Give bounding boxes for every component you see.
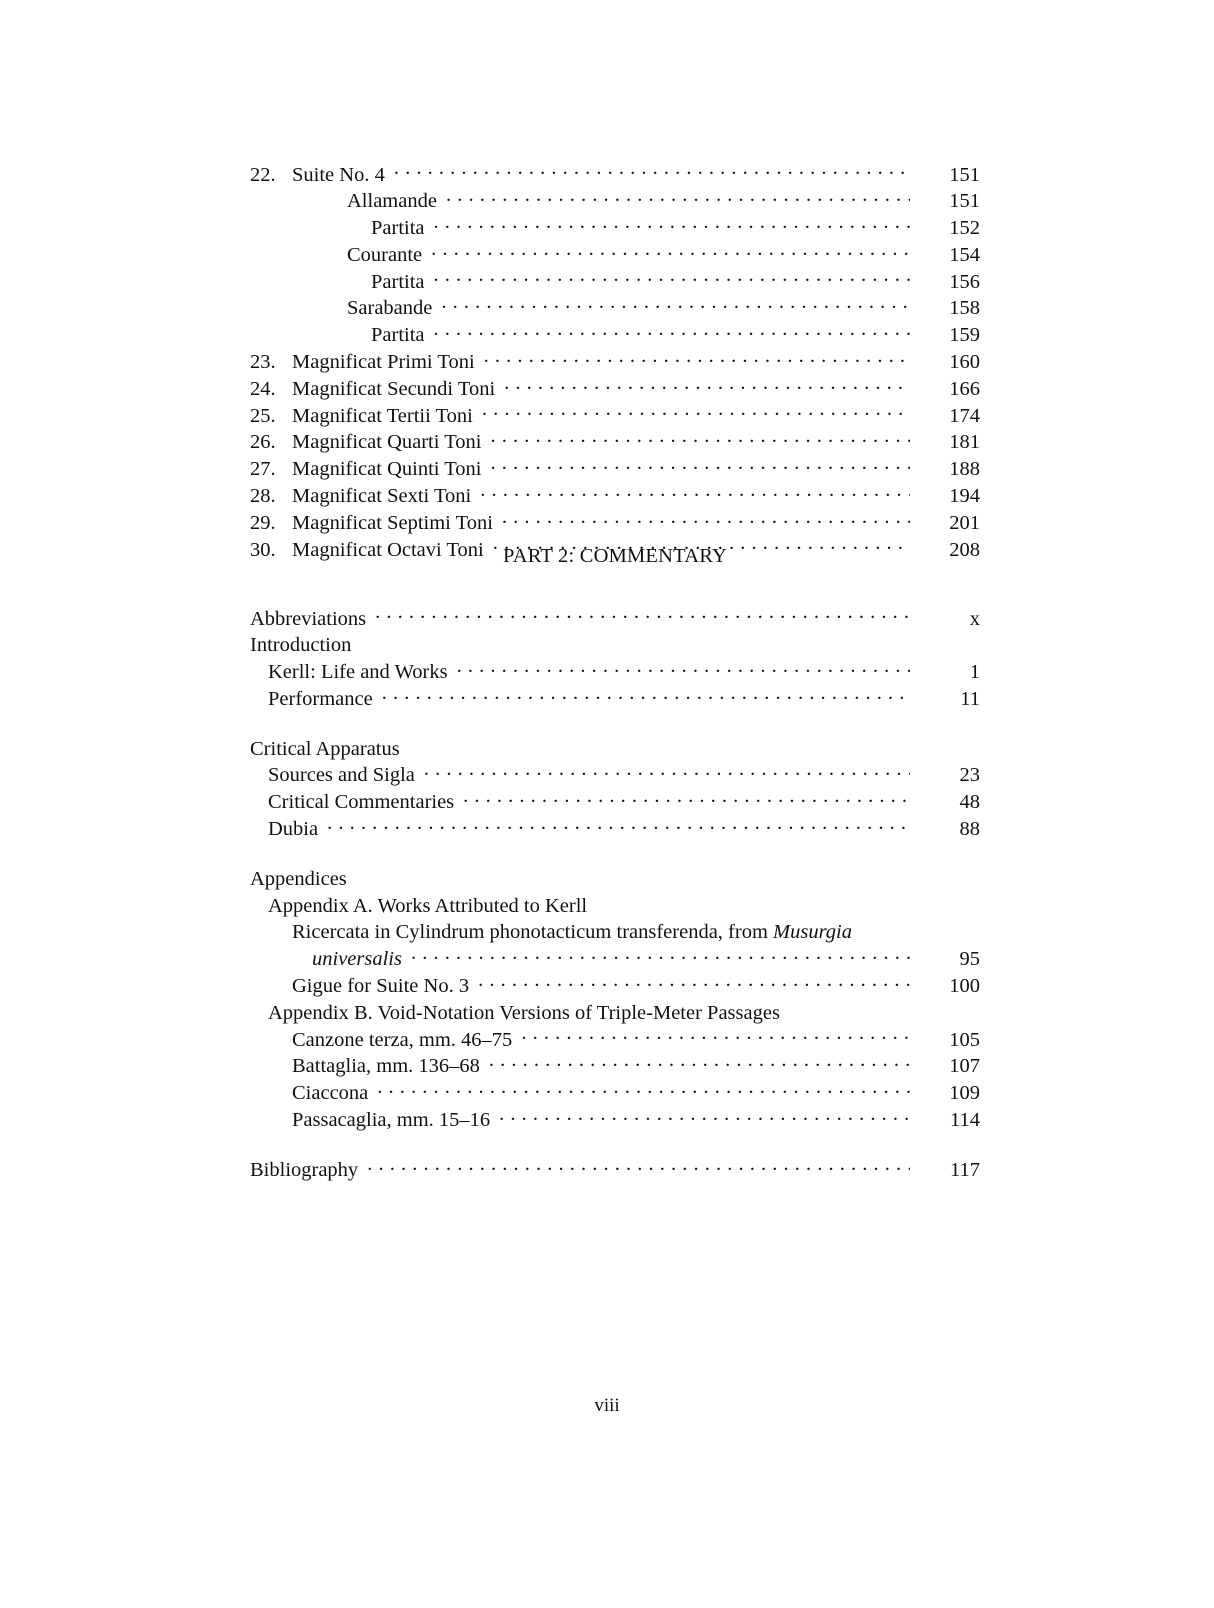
toc-entry-label: Courante	[347, 243, 423, 266]
toc-entry-page: 23	[959, 764, 980, 787]
dot-leader	[457, 658, 910, 679]
toc-entry-label: Critical Apparatus	[250, 737, 400, 760]
toc-entry-number: 25.	[250, 404, 276, 427]
toc-part1-list	[250, 160, 980, 562]
dot-leader	[409, 734, 910, 755]
dot-leader	[394, 160, 910, 181]
toc-entry-label: Partita	[371, 270, 425, 293]
toc-entry-page: 109	[949, 1082, 980, 1105]
toc-entry[interactable]	[250, 160, 980, 187]
toc-entry[interactable]	[250, 1106, 980, 1133]
toc-entry[interactable]	[250, 455, 980, 482]
toc-entry-label: Magnificat Primi Toni	[292, 351, 475, 374]
toc-entry-number: 28.	[250, 485, 276, 508]
toc-entry[interactable]	[250, 482, 980, 509]
dot-leader	[463, 788, 910, 809]
toc-entry-page: 156	[949, 270, 980, 293]
toc-entry-label: Magnificat Tertii Toni	[292, 404, 473, 427]
toc-entry[interactable]	[250, 374, 980, 401]
dot-leader	[431, 240, 910, 261]
toc-entry-page: 152	[949, 217, 980, 240]
toc-entry[interactable]	[250, 998, 980, 1025]
spacer	[250, 1132, 980, 1155]
toc-entry[interactable]	[250, 945, 980, 972]
dot-leader	[504, 374, 910, 395]
toc-entry-label: Magnificat Septimi Toni	[292, 511, 493, 534]
dot-leader	[424, 761, 910, 782]
toc-entry-label: Sarabande	[347, 297, 433, 320]
toc-entry[interactable]	[250, 267, 980, 294]
toc-entry-page: x	[969, 607, 980, 630]
toc-entry-page: 151	[949, 163, 980, 186]
toc-entry-number: 29.	[250, 511, 276, 534]
spacer	[250, 711, 980, 734]
toc-entry[interactable]	[250, 401, 980, 428]
toc-entry-page: 166	[949, 377, 980, 400]
dot-leader	[434, 214, 910, 235]
dot-leader	[382, 684, 910, 705]
dot-leader	[367, 1155, 910, 1176]
toc-entry[interactable]	[250, 761, 980, 788]
toc-entry-number: 26.	[250, 431, 276, 454]
toc-entry-label: Suite No. 4	[292, 163, 385, 186]
toc-entry[interactable]	[250, 294, 980, 321]
toc-entry-label: Allamande	[347, 190, 437, 213]
toc-entry-page: 151	[949, 190, 980, 213]
toc-entry-page: 159	[949, 324, 980, 347]
toc-entry-number: 24.	[250, 377, 276, 400]
toc-entry-label: Ciaccona	[292, 1082, 369, 1105]
dot-leader	[360, 631, 910, 652]
toc-entry-label: Magnificat Sexti Toni	[292, 485, 472, 508]
toc-entry[interactable]	[250, 187, 980, 214]
toc-entry-label: Gigue for Suite No. 3	[292, 975, 470, 998]
toc-entry-page: 201	[949, 511, 980, 534]
toc-entry-page: 1	[969, 661, 980, 684]
toc-entry-label: Appendices	[250, 867, 347, 890]
toc-entry[interactable]	[250, 240, 980, 267]
toc-entry[interactable]	[250, 864, 980, 891]
toc-entry-page: 114	[950, 1109, 980, 1132]
toc-entry-page: 48	[959, 791, 980, 814]
dot-leader	[434, 267, 910, 288]
toc-entry[interactable]	[250, 788, 980, 815]
toc-entry[interactable]	[250, 891, 980, 918]
toc-entry-page: 160	[949, 351, 980, 374]
toc-entry-label: Battaglia, mm. 136–68	[292, 1055, 480, 1078]
dot-leader	[789, 998, 910, 1019]
dot-leader	[491, 455, 911, 476]
toc-entry-page: 11	[960, 687, 980, 710]
toc-entry-number: 27.	[250, 458, 276, 481]
toc-entry-label: Partita	[371, 324, 425, 347]
toc-entry-label: Introduction	[250, 634, 352, 657]
toc-entry-label: Partita	[371, 217, 425, 240]
toc-entry[interactable]	[250, 658, 980, 685]
dot-leader	[480, 482, 910, 503]
toc-entry-label: Dubia	[268, 818, 319, 841]
toc-entry-label: Magnificat Octavi Toni	[292, 538, 484, 561]
toc-entry-label: Passacaglia, mm. 15–16	[292, 1109, 491, 1132]
toc-entry-label-italic: Musurgia	[773, 921, 852, 944]
toc-entry[interactable]	[250, 1052, 980, 1079]
dot-leader	[434, 321, 910, 342]
dot-leader	[478, 972, 910, 993]
toc-entry-page: 95	[959, 948, 980, 971]
toc-part2-block	[250, 545, 980, 1182]
toc-entry-page: 181	[949, 431, 980, 454]
toc-entry-page: 100	[949, 975, 980, 998]
toc-entry-number: 23.	[250, 351, 276, 374]
spacer	[250, 568, 980, 604]
dot-leader	[441, 294, 910, 315]
dot-leader	[375, 604, 910, 625]
toc-entry-page: 174	[949, 404, 980, 427]
dot-leader	[411, 945, 910, 966]
toc-entry-number: 30.	[250, 538, 276, 561]
dot-leader	[356, 864, 910, 885]
toc-entry-page: 188	[949, 458, 980, 481]
dot-leader	[377, 1079, 910, 1100]
toc-entry-label: Performance	[268, 687, 373, 710]
toc-entry[interactable]	[250, 972, 980, 999]
toc-entry-label: Magnificat Quarti Toni	[292, 431, 482, 454]
part2-heading: PART 2: COMMENTARY	[502, 545, 727, 567]
toc-entry[interactable]	[250, 918, 980, 945]
toc-entry[interactable]	[250, 734, 980, 761]
toc-entry-page: 154	[949, 243, 980, 266]
toc-entry[interactable]	[250, 321, 980, 348]
toc-entry[interactable]	[250, 1025, 980, 1052]
toc-entry-label: Ricercata in Cylindrum phonotacticum transferenda, from Musurgia	[292, 921, 852, 944]
dot-leader	[861, 918, 910, 939]
dot-leader	[499, 1106, 910, 1127]
toc-entry-number: 22.	[250, 163, 276, 186]
toc-entry-label: Critical Commentaries	[268, 791, 455, 814]
toc-part2-list	[250, 604, 980, 1182]
dot-leader	[484, 348, 910, 369]
toc-entry[interactable]	[250, 348, 980, 375]
dot-leader	[327, 815, 910, 836]
toc-entry-page: 117	[950, 1158, 980, 1181]
toc-entry-label: Bibliography	[250, 1158, 359, 1181]
toc-entry[interactable]	[250, 815, 980, 842]
toc-entry[interactable]	[250, 604, 980, 631]
toc-entry-label: Magnificat Quinti Toni	[292, 458, 482, 481]
toc-entry-page: 107	[949, 1055, 980, 1078]
dot-leader	[596, 891, 910, 912]
toc-entry-page: 158	[949, 297, 980, 320]
toc-entry[interactable]	[250, 1079, 980, 1106]
dot-leader	[482, 401, 910, 422]
dot-leader	[490, 428, 910, 449]
dot-leader	[521, 1025, 910, 1046]
dot-leader	[446, 187, 910, 208]
toc-entry-label: Canzone terza, mm. 46–75	[292, 1028, 513, 1051]
toc-entry[interactable]	[250, 508, 980, 535]
toc-entry-label: Kerll: Life and Works	[268, 661, 448, 684]
toc-entry-label: universalis	[312, 948, 402, 971]
toc-entry-label: Magnificat Secundi Toni	[292, 377, 496, 400]
spacer	[250, 841, 980, 864]
toc-entry-page: 208	[949, 538, 980, 561]
toc-entry-label: Appendix A. Works Attributed to Kerll	[268, 894, 588, 917]
toc-entry[interactable]	[250, 631, 980, 658]
toc-entry[interactable]	[250, 684, 980, 711]
toc-entry[interactable]	[250, 214, 980, 241]
toc-entry-page: 194	[949, 485, 980, 508]
toc-entry[interactable]	[250, 1155, 980, 1182]
page-folio: viii	[594, 1395, 620, 1416]
toc-entry-label: Appendix B. Void-Notation Versions of Triple-Meter Passages	[268, 1001, 780, 1024]
dot-leader	[489, 1052, 910, 1073]
toc-entry-page: 88	[959, 818, 980, 841]
toc-entry-label: Abbreviations	[250, 607, 367, 630]
toc-entry-page: 105	[949, 1028, 980, 1051]
dot-leader	[502, 508, 910, 529]
toc-entry[interactable]	[250, 428, 980, 455]
toc-entry-label: Sources and Sigla	[268, 764, 415, 787]
